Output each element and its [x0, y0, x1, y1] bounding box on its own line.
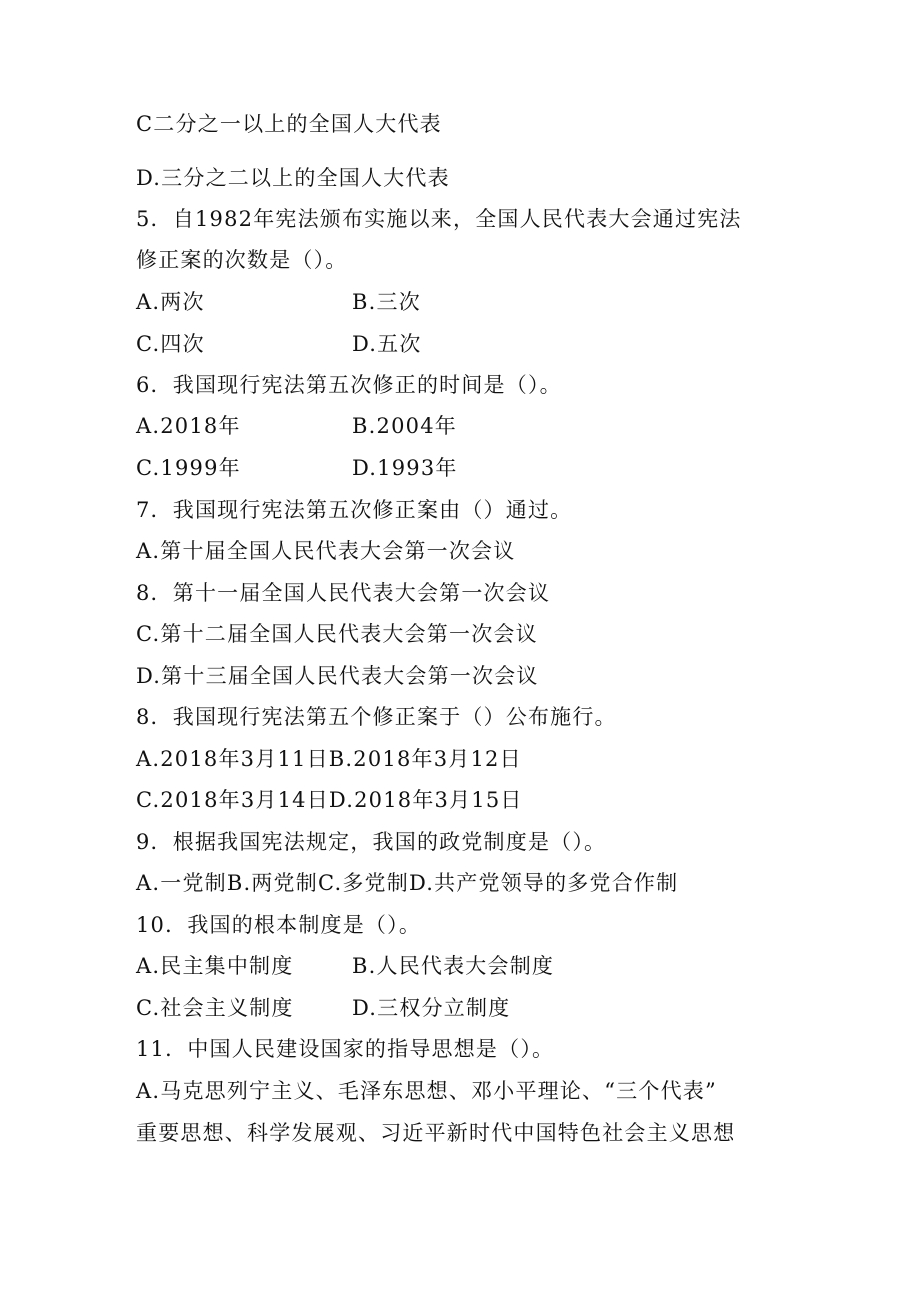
question-5-option-b: B.三次 — [352, 290, 421, 314]
question-7-option-a: A.第十届全国人民代表大会第一次会议 — [136, 539, 516, 563]
question-9: 9．根据我国宪法规定，我国的政党制度是（）。 — [136, 830, 607, 854]
question-5-line-1: 5．自1982年宪法颁布实施以来，全国人民代表大会通过宪法 — [136, 207, 742, 231]
question-5-option-a: A.两次 — [136, 290, 205, 314]
option-d-line: D.三分之二以上的全国人大代表 — [136, 166, 450, 190]
question-5-option-d: D.五次 — [352, 332, 422, 356]
question-7-option-b: 8．第十一届全国人民代表大会第一次会议 — [136, 581, 551, 605]
question-11: 11．中国人民建设国家的指导思想是（）。 — [136, 1037, 555, 1061]
question-8-options-cd: C.2018年3月14日D.2018年3月15日 — [136, 788, 523, 812]
question-7: 7．我国现行宪法第五次修正案由（）通过。 — [136, 498, 573, 522]
question-6-option-b: B.2004年 — [352, 414, 457, 438]
question-6-option-c: C.1999年 — [136, 456, 241, 480]
question-10-option-b: B.人民代表大会制度 — [352, 954, 555, 978]
question-6-option-d: D.1993年 — [352, 456, 458, 480]
option-c-line: C二分之一以上的全国人大代表 — [136, 112, 442, 136]
question-10-option-c: C.社会主义制度 — [136, 996, 294, 1020]
question-6-option-a: A.2018年 — [136, 414, 241, 438]
question-10: 10．我国的根本制度是（）。 — [136, 913, 422, 937]
question-11-option-a-line-1: A.马克思列宁主义、毛泽东思想、邓小平理论、“三个代表” — [136, 1079, 717, 1103]
question-6: 6．我国现行宪法第五次修正的时间是（）。 — [136, 373, 562, 397]
question-7-option-c: C.第十二届全国人民代表大会第一次会议 — [136, 622, 538, 646]
question-7-option-d: D.第十三届全国人民代表大会第一次会议 — [136, 664, 539, 688]
question-11-option-a-line-2: 重要思想、科学发展观、习近平新时代中国特色社会主义思想 — [136, 1121, 736, 1145]
question-8-options-ab: A.2018年3月11日B.2018年3月12日 — [136, 747, 522, 771]
question-9-options: A.一党制B.两党制C.多党制D.共产党领导的多党合作制 — [136, 871, 679, 895]
question-8: 8．我国现行宪法第五个修正案于（）公布施行。 — [136, 705, 617, 729]
question-5-line-2: 修正案的次数是（）。 — [136, 248, 348, 272]
question-10-option-d: D.三权分立制度 — [352, 996, 511, 1020]
question-5-option-c: C.四次 — [136, 332, 205, 356]
question-10-option-a: A.民主集中制度 — [136, 954, 294, 978]
